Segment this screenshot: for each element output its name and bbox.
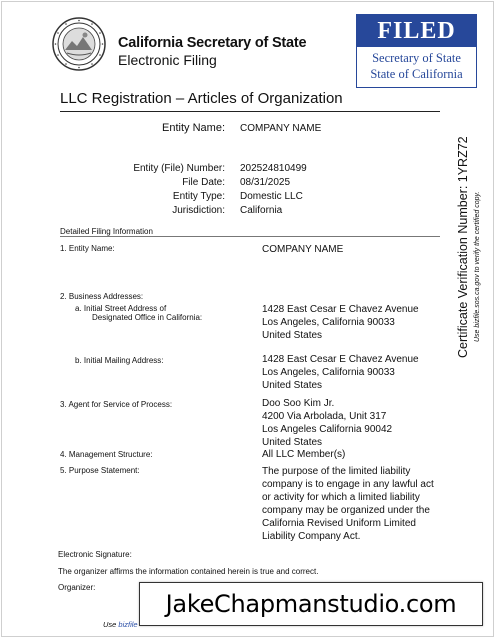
section-2a-label-2: Designated Office in California:	[92, 313, 203, 322]
jurisdiction-value: California	[240, 205, 283, 216]
entity-name-label: Entity Name:	[162, 122, 225, 134]
detail-divider	[60, 236, 440, 237]
mailing-address-line: Los Angeles, California 90033	[262, 367, 395, 378]
office-address-line: United States	[262, 330, 323, 341]
section-3-label: 3. Agent for Service of Process:	[60, 400, 173, 409]
mailing-address-line: 1428 East Cesar E Chavez Avenue	[262, 354, 419, 365]
section-1-value: COMPANY NAME	[262, 244, 344, 255]
office-address-line: 1428 East Cesar E Chavez Avenue	[262, 304, 419, 315]
filed-stamp	[356, 14, 477, 88]
signature-heading: Electronic Signature:	[58, 550, 132, 559]
purpose-line: Liability Company Act.	[262, 531, 361, 542]
mailing-address	[262, 353, 419, 392]
section-2b-label: b. Initial Mailing Address:	[75, 356, 164, 365]
file-number-value: 202524810499	[240, 163, 307, 174]
bizfile-link[interactable]: bizfile	[118, 620, 138, 629]
entity-type-value: Domestic LLC	[240, 191, 303, 202]
watermark-box	[139, 582, 483, 626]
purpose-line: or activity for which a limited liability	[262, 492, 420, 503]
header-title: California Secretary of State	[118, 35, 307, 51]
purpose-line: company may be organized under the	[262, 505, 430, 516]
jurisdiction-label: Jurisdiction:	[172, 205, 225, 216]
purpose-line: company is to engage in any lawful act	[262, 479, 434, 490]
mailing-address-line: United States	[262, 380, 323, 391]
office-address-line: Los Angeles, California 90033	[262, 317, 395, 328]
filed-stamp-head: FILED	[357, 15, 476, 47]
agent-line: Los Angeles California 90042	[262, 424, 393, 435]
watermark-text: JakeChapmanstudio.com	[165, 590, 457, 618]
purpose-line: The purpose of the limited liability	[262, 466, 411, 477]
verification-block	[452, 122, 492, 358]
entity-type-label: Entity Type:	[172, 191, 225, 202]
agent-line: 4200 Via Arbolada, Unit 317	[262, 411, 387, 422]
title-divider	[60, 111, 440, 112]
management-value: All LLC Member(s)	[262, 449, 346, 460]
filed-stamp-line2: State of California	[370, 67, 463, 81]
agent-line: Doo Soo Kim Jr.	[262, 398, 335, 409]
section-1-label: 1. Entity Name:	[60, 244, 115, 253]
form-title: LLC Registration – Articles of Organization	[60, 90, 343, 107]
section-2-label: 2. Business Addresses:	[60, 292, 144, 301]
filed-stamp-line1: Secretary of State	[372, 51, 461, 65]
agent-address	[262, 397, 392, 449]
agent-line: United States	[262, 437, 323, 448]
state-seal-icon	[52, 17, 106, 71]
entity-name-value: COMPANY NAME	[240, 123, 322, 134]
file-number-label: Entity (File) Number:	[133, 163, 225, 174]
verification-note: Use bizfile.sos.ca.gov to verify the certified copy.	[474, 191, 481, 342]
header-subtitle: Electronic Filing	[118, 52, 217, 68]
section-5-label: 5. Purpose Statement:	[60, 466, 140, 475]
detailed-filing-heading: Detailed Filing Information	[60, 227, 153, 236]
section-2a-label: a. Initial Street Address of	[75, 304, 167, 313]
section-4-label: 4. Management Structure:	[60, 450, 153, 459]
office-address	[262, 303, 419, 342]
purpose-statement	[262, 465, 434, 543]
verification-number: Certificate Verification Number: 1YRZ72	[456, 136, 470, 358]
footer-prefix: Use	[103, 620, 119, 629]
file-date-value: 08/31/2025	[240, 177, 291, 188]
purpose-line: California Revised Uniform Limited	[262, 518, 416, 529]
footer-use-link	[103, 620, 138, 629]
signature-affirmation: The organizer affirms the information contained herein is true and correct.	[58, 567, 319, 576]
organizer-label: Organizer:	[58, 583, 96, 592]
file-date-label: File Date:	[182, 177, 225, 188]
